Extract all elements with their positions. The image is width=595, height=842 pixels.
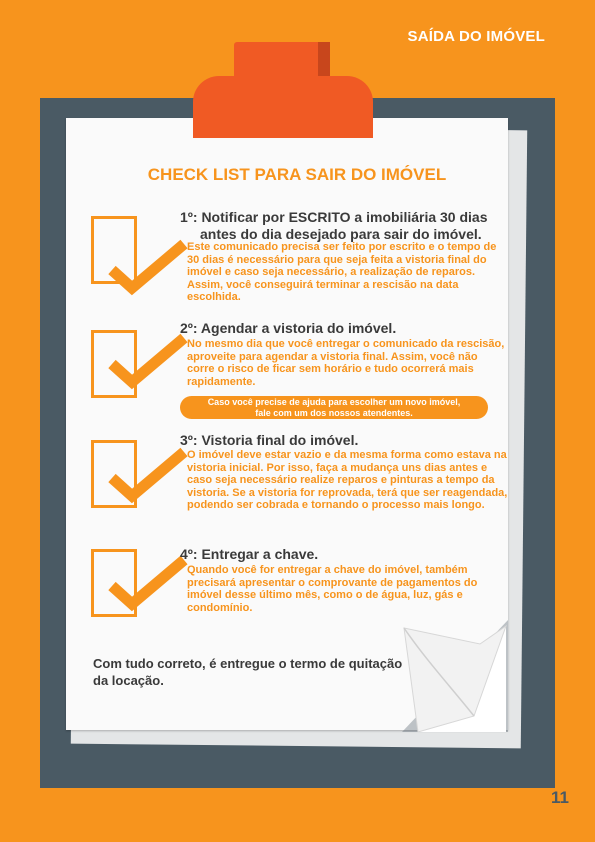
checklist-title: CHECK LIST PARA SAIR DO IMÓVEL bbox=[147, 165, 447, 184]
help-note-line1: Caso você precise de ajuda para escolher um novo imóvel, bbox=[207, 397, 461, 407]
closing-text: Com tudo correto, é entregue o termo de quitação da locação. bbox=[93, 656, 403, 688]
item-4-text: Quando você for entregar a chave do imóvel, também precisará apresentar o comprovante de pagamentos do imóvel desse último mês, como o de água, luz, gás e condomínio. bbox=[187, 564, 478, 614]
item-1-heading-line2: antes do dia desejado para sair do imóvel. bbox=[200, 226, 482, 242]
help-note-line2: fale com um dos nossos atendentes. bbox=[255, 407, 413, 418]
item-4-heading: 4º: Entregar a chave. bbox=[180, 546, 319, 562]
page-curl bbox=[356, 620, 508, 732]
checkmark-icon bbox=[106, 444, 192, 508]
clipboard-clip bbox=[193, 76, 373, 138]
item-1-heading-line1: 1º: Notificar por ESCRITO a imobiliária 30 dias bbox=[180, 209, 488, 225]
section-title: SAÍDA DO IMÓVEL bbox=[407, 28, 545, 45]
item-3-text: O imóvel deve estar vazio e da mesma forma como estava na vistoria inicial. Por isso, faça a mudança uns dias antes e caso seja necessário realize reparos e pinturas a tempo da vistoria. Se a vistoria for reprovada, terá que ser reagendada, podendo ser cobrada e tornando o processo mais longo. bbox=[187, 449, 508, 511]
item-1-heading bbox=[180, 209, 505, 243]
item-1-text: Este comunicado precisa ser feito por escrito e o tempo de 30 dias é necessário para que seja feita a vistoria final do imóvel e caso seja necessário, a realização de reparos. Assim, você conseguirá terminar a rescisão na data escolhida. bbox=[187, 241, 497, 303]
item-2-text: No mesmo dia que você entregar o comunicado da rescisão, aproveite para agendar a vistoria final. Assim, você não corre o risco de ficar sem horário e tudo ocorrerá mais rapidamente. bbox=[187, 338, 505, 388]
checkmark-icon bbox=[106, 236, 192, 300]
checkmark-icon bbox=[106, 330, 192, 394]
help-note-pill bbox=[180, 396, 488, 419]
item-2-heading: 2º: Agendar a vistoria do imóvel. bbox=[180, 320, 397, 336]
page-number: 11 bbox=[551, 788, 569, 807]
item-3-heading: 3º: Vistoria final do imóvel. bbox=[180, 432, 359, 448]
